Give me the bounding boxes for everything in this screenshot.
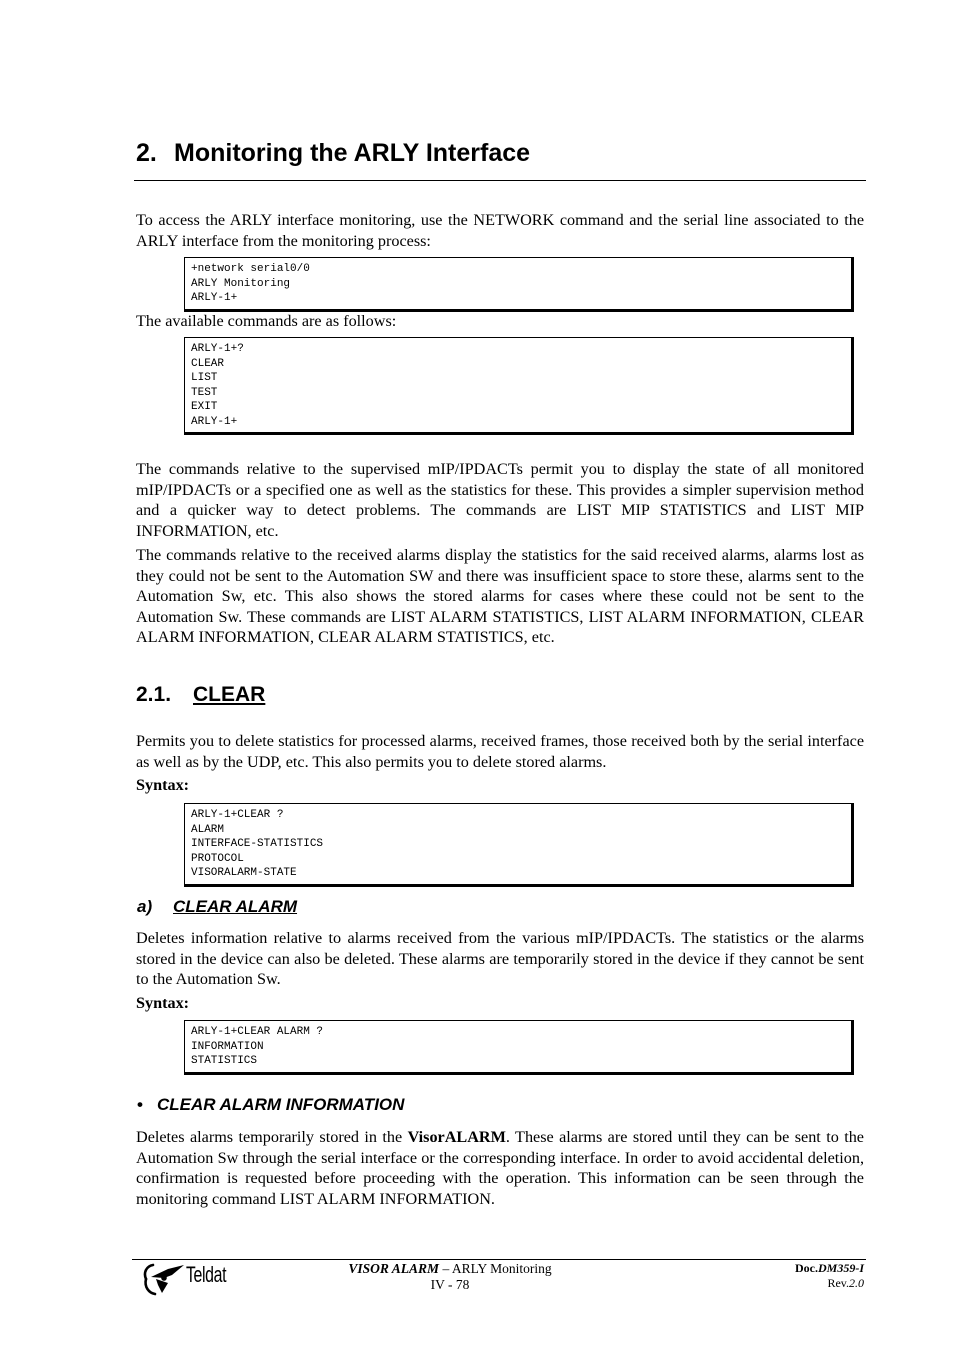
rev-label: Rev. — [827, 1276, 849, 1290]
code-line: VISORALARM-STATE — [191, 867, 297, 879]
product-name: VisorALARM — [407, 1128, 506, 1146]
paragraph-text: Deletes alarms temporarily stored in the — [136, 1128, 408, 1146]
code-line: ALARM — [191, 823, 225, 836]
available-commands-text: The available commands are as follows: — [136, 312, 397, 330]
footer-right — [795, 1261, 864, 1291]
intro-paragraph: To access the ARLY interface monitoring, use the NETWORK command and the serial line associated to the ARLY interface from the monitoring process: — [136, 211, 864, 250]
clear-description: Permits you to delete statistics for processed alarms, received frames, those received both by the serial interface as well as by the UDP, etc. This also permits you to delete stored alarms. — [136, 732, 864, 771]
paragraph-text: . These alarms are stored until they can be sent to the Automation Sw through the serial interface or the corresponding interface. In order to avoid accidental deletion, confirmation is requested before proceeding with the operation. This information can be seen through the monitoring command LIST ALARM INFORMATION. — [136, 1128, 864, 1208]
bullet-icon: • — [137, 1095, 143, 1114]
code-line: ARLY Monitoring — [191, 277, 291, 290]
code-block-clear-alarm — [184, 1020, 854, 1075]
section-heading — [136, 139, 530, 168]
doc-label: Doc. — [794, 1261, 818, 1275]
code-line: ARLY-1+CLEAR ALARM ? — [191, 1026, 324, 1038]
logo-text: Teldat — [186, 1262, 227, 1287]
code-line: ARLY-1+? — [191, 343, 244, 355]
item-title: CLEAR ALARM INFORMATION — [157, 1095, 405, 1114]
footer-center — [300, 1261, 600, 1293]
teldat-logo — [138, 1261, 248, 1297]
heading-rule — [134, 180, 866, 181]
alarms-paragraph: The commands relative to the received alarms display the statistics for the said received alarms, alarms lost as they could not be sent to the Automation SW and there was insufficient space to store these, alarms sent to the Automation Sw, etc. This also shows the stored alarms for cases where these could not be sent to the Automation Sw. These commands are LIST ALARM STATISTICS, LIST ALARM INFORMATION, CLEAR ALARM INFORMATION, CLEAR ALARM STATISTICS, etc. — [136, 546, 864, 646]
code-line: INTERFACE-STATISTICS — [191, 838, 324, 850]
code-line: LIST — [191, 372, 218, 384]
subsection-heading-clear — [136, 683, 265, 707]
code-line: INFORMATION — [191, 1040, 264, 1053]
doc-id: DM359-I — [817, 1261, 864, 1275]
code-line: ARLY-1+ — [191, 415, 238, 428]
code-block-clear — [184, 803, 854, 887]
syntax-label: Syntax: — [136, 776, 190, 794]
footer-rule — [132, 1259, 866, 1260]
code-block-network — [184, 257, 854, 312]
code-line: ARLY-1+ — [191, 292, 238, 304]
code-line: PROTOCOL — [191, 852, 244, 865]
product-title: VISOR ALARM — [348, 1261, 440, 1276]
footer-subtitle: – ARLY Monitoring — [439, 1261, 552, 1276]
code-line: CLEAR — [191, 357, 225, 370]
item-number: a) — [137, 897, 153, 916]
doc-reference — [795, 1261, 864, 1276]
clear-alarm-description: Deletes information relative to alarms received from the various mIP/IPDACTs. The statistics or the alarms stored in the device can also be deleted. These alarms are temporarily stored in the device if they cannot be sent to the Automation Sw. — [136, 929, 864, 988]
rev-value: 2.0 — [849, 1276, 864, 1290]
revision — [795, 1276, 864, 1291]
section-number: 2. — [136, 139, 157, 167]
clear-alarm-heading — [137, 897, 297, 917]
syntax-label: Syntax: — [136, 994, 190, 1012]
code-line: TEST — [191, 386, 218, 399]
item-title: CLEAR ALARM — [173, 897, 298, 916]
code-line: STATISTICS — [191, 1055, 258, 1067]
footer-title — [300, 1261, 600, 1277]
code-line: EXIT — [191, 401, 218, 413]
code-line: ARLY-1+CLEAR ? — [191, 809, 284, 821]
code-block-commands — [184, 337, 854, 435]
code-line: +network serial0/0 — [191, 263, 310, 275]
bird-logo-icon — [138, 1261, 188, 1297]
subsection-title: CLEAR — [193, 683, 266, 706]
section-title: Monitoring the ARLY Interface — [174, 139, 531, 167]
subsection-number: 2.1. — [136, 683, 172, 706]
page-number: IV - 78 — [430, 1277, 470, 1292]
supervised-paragraph: The commands relative to the supervised mIP/IPDACTs permit you to display the state of all monitored mIP/IPDACTs or a specified one as well as the statistics for these. This provides a simpler supervision method and a quicker way to detect problems. The commands are LIST MIP STATISTICS and LIST MIP INFORMATION, etc. — [136, 460, 864, 540]
clear-alarm-info-paragraph — [136, 1127, 864, 1209]
clear-alarm-info-heading — [137, 1095, 404, 1115]
